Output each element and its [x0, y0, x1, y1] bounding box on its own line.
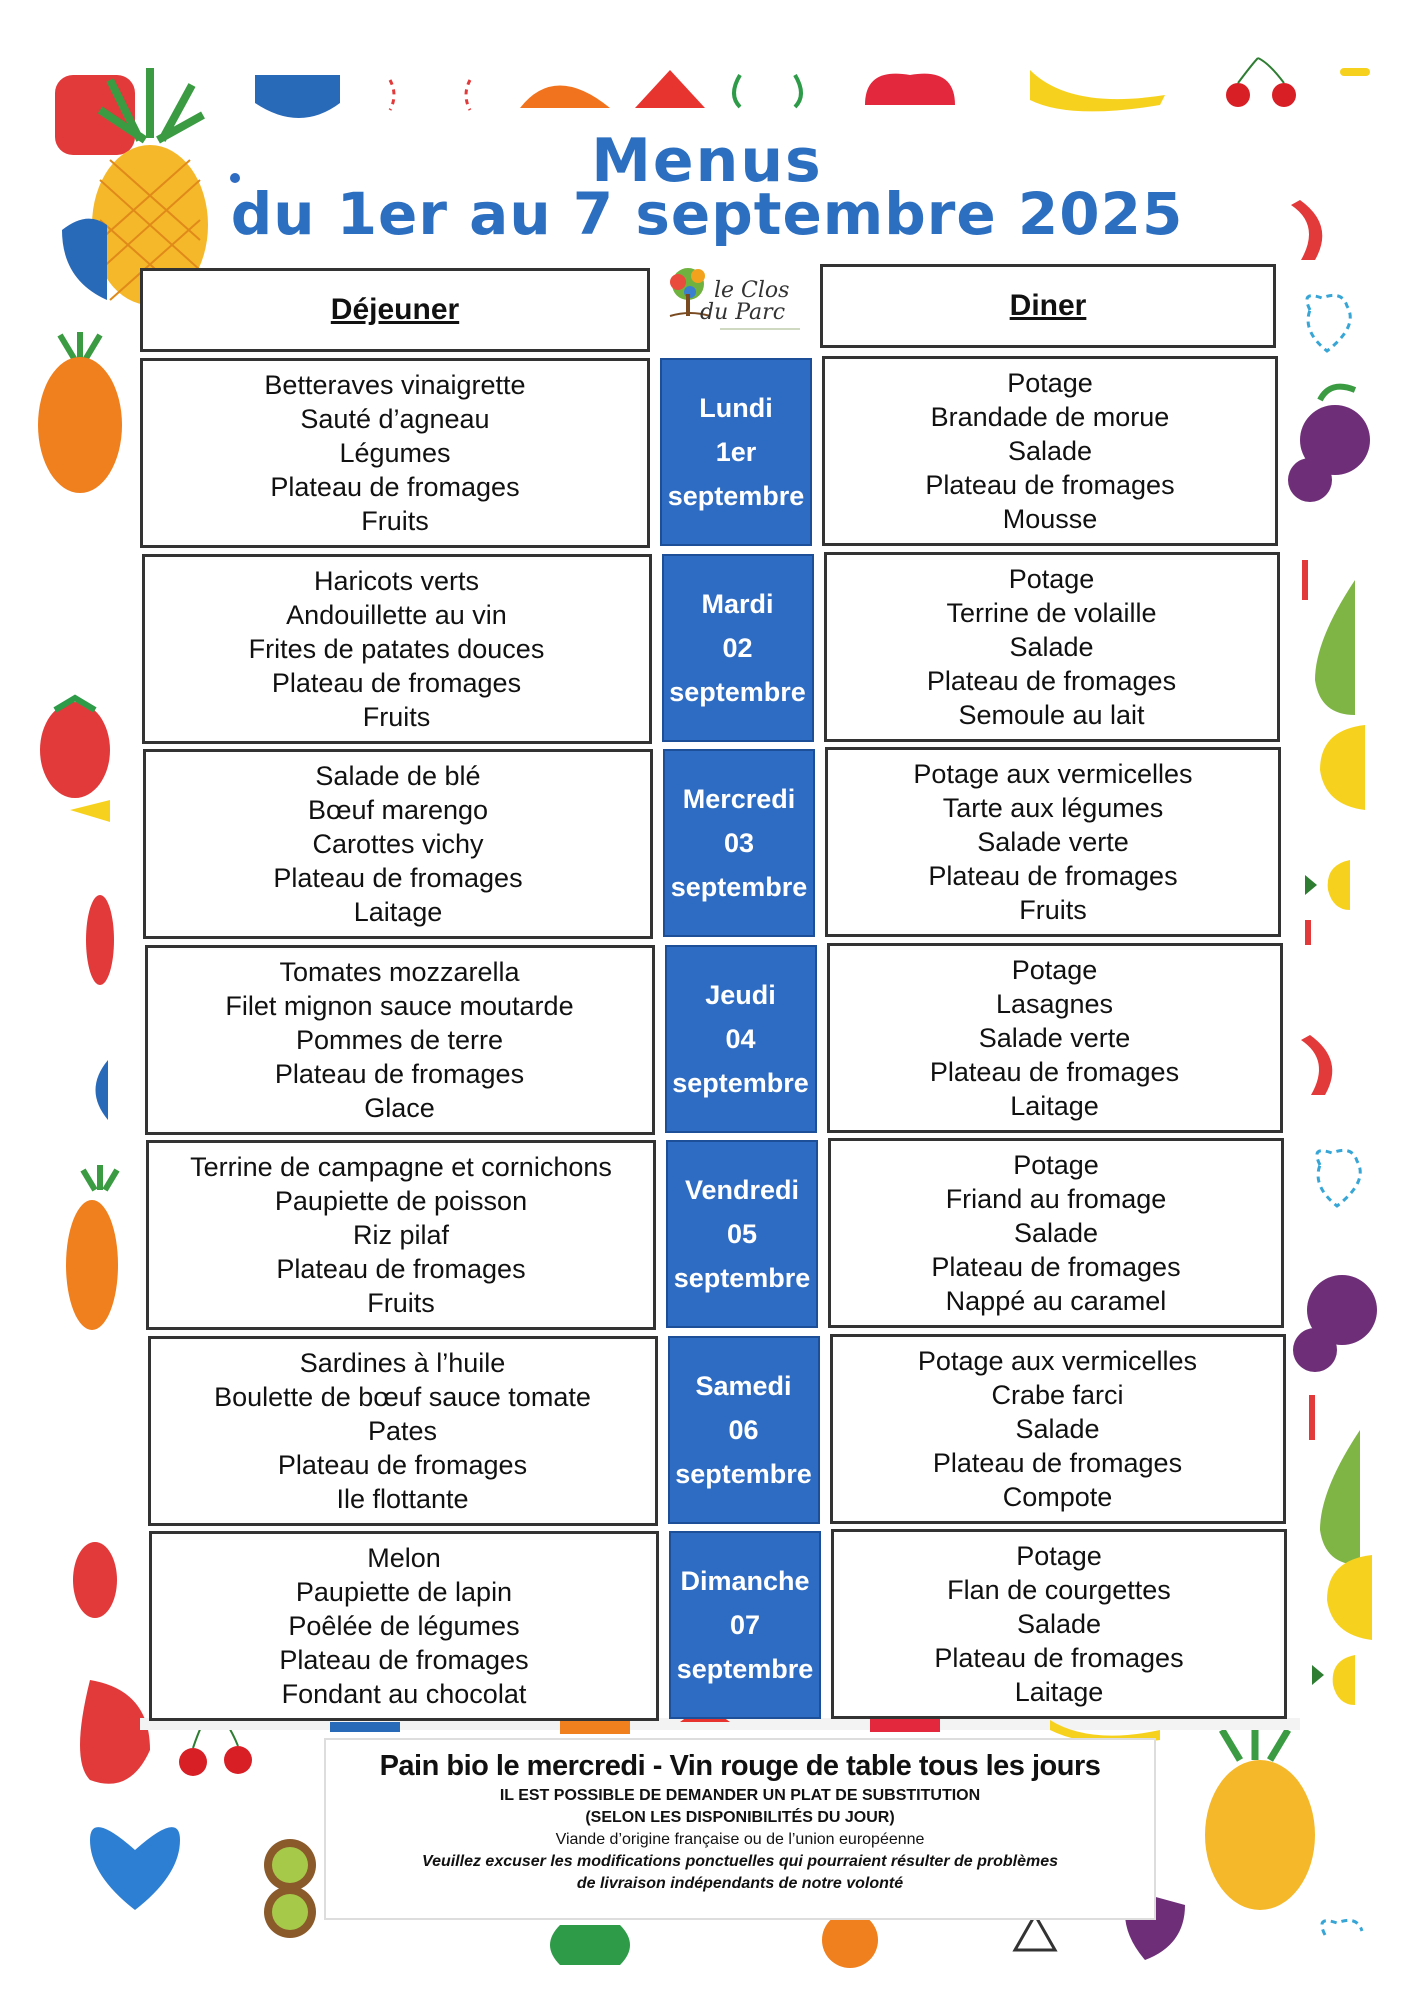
day-name: Vendredi [684, 1175, 800, 1205]
day-month: septembre [667, 481, 805, 511]
dejeuner-cell [148, 1336, 658, 1526]
diner-item: Fruits [1019, 895, 1087, 925]
day-month: septembre [673, 1263, 811, 1293]
dejeuner-item: Plateau de fromages [276, 1254, 526, 1284]
dejeuner-item: Laitage [353, 897, 443, 927]
dejeuner-item: Terrine de campagne et cornichons [190, 1152, 612, 1182]
day-label-cell [663, 749, 815, 937]
diner-item: Laitage [1010, 1091, 1099, 1121]
dejeuner-item: Betteraves vinaigrette [264, 370, 526, 400]
day-label-cell [666, 1140, 818, 1328]
dejeuner-item: Haricots verts [313, 566, 480, 596]
dejeuner-item: Sauté d’agneau [300, 404, 490, 434]
diner-item: Friand au fromage [945, 1184, 1167, 1214]
diner-item: Plateau de fromages [932, 1448, 1183, 1478]
dejeuner-item: Carottes vichy [312, 829, 484, 859]
dejeuner-item: Fruits [367, 1288, 435, 1318]
header-diner-label: Diner [1009, 289, 1087, 322]
diner-item: Mousse [1002, 504, 1098, 534]
diner-item: Salade [1015, 1414, 1100, 1444]
dejeuner-item: Bœuf marengo [307, 795, 489, 825]
day-label-cell [668, 1336, 820, 1524]
diner-item: Terrine de volaille [946, 598, 1157, 628]
footer-apology-cont: de livraison indépendants de notre volonté [576, 1875, 904, 1892]
diner-item: Potage [1016, 1541, 1102, 1571]
diner-item: Potage [1007, 368, 1093, 398]
diner-cell [830, 1334, 1286, 1524]
diner-item: Lasagnes [995, 989, 1114, 1019]
diner-item: Laitage [1014, 1677, 1104, 1707]
diner-item: Salade [1007, 436, 1093, 466]
diner-item: Brandade de morue [930, 402, 1170, 432]
dejeuner-cell [140, 358, 650, 548]
dejeuner-item: Fondant au chocolat [281, 1679, 527, 1709]
header-diner [820, 264, 1276, 348]
dejeuner-item: Pates [367, 1416, 438, 1446]
dejeuner-item: Ile flottante [336, 1484, 469, 1514]
dejeuner-item: Filet mignon sauce moutarde [225, 991, 574, 1021]
footer-availability: (SELON LES DISPONIBILITÉS DU JOUR) [585, 1809, 895, 1826]
dejeuner-item: Melon [367, 1543, 441, 1573]
diner-item: Semoule au lait [958, 700, 1145, 730]
day-name: Samedi [695, 1371, 792, 1401]
diner-item: Potage aux vermicelles [917, 1346, 1198, 1376]
diner-item: Salade verte [977, 827, 1129, 857]
day-num: 1er [715, 437, 757, 467]
dejeuner-item: Pommes de terre [295, 1025, 504, 1055]
dejeuner-item: Fruits [362, 702, 431, 732]
day-name: Mardi [701, 589, 774, 619]
footer-notice [324, 1738, 1156, 1920]
footer-meat-origin: Viande d’origine française ou de l’union européenne [555, 1831, 925, 1848]
diner-cell [828, 1138, 1284, 1328]
day-num: 02 [722, 633, 753, 663]
diner-item: Salade [1016, 1609, 1102, 1639]
diner-item: Potage aux vermicelles [913, 759, 1193, 789]
day-num: 05 [726, 1219, 758, 1249]
dejeuner-item: Tomates mozzarella [279, 957, 520, 987]
day-name: Jeudi [705, 980, 776, 1010]
dejeuner-item: Poêlée de légumes [288, 1611, 520, 1641]
diner-item: Plateau de fromages [931, 1252, 1181, 1282]
dejeuner-cell [143, 749, 653, 939]
dejeuner-item: Plateau de fromages [270, 472, 520, 502]
diner-cell [824, 552, 1280, 742]
diner-cell [831, 1529, 1287, 1719]
day-month: septembre [676, 1654, 814, 1684]
day-num: 04 [725, 1024, 756, 1054]
page-subtitle: du 1er au 7 septembre 2025 [230, 180, 1184, 248]
diner-item: Salade verte [978, 1023, 1131, 1053]
diner-item: Nappé au caramel [945, 1286, 1167, 1316]
page-title: Menus [591, 126, 823, 196]
day-label-cell [662, 554, 814, 742]
dejeuner-item: Plateau de fromages [271, 668, 522, 698]
diner-item: Salade [1013, 1218, 1099, 1248]
dejeuner-cell [142, 554, 652, 744]
diner-item: Plateau de fromages [925, 470, 1175, 500]
diner-item: Plateau de fromages [928, 861, 1178, 891]
diner-item: Plateau de fromages [934, 1643, 1184, 1673]
logo-text [700, 280, 789, 324]
diner-item: Potage [1008, 564, 1095, 594]
day-month: septembre [669, 677, 806, 707]
logo-text-bottom: du Parc [700, 300, 786, 325]
diner-item: Flan de courgettes [947, 1575, 1171, 1605]
footer-headline: Pain bio le mercredi - Vin rouge de table tous les jours [379, 1750, 1101, 1782]
day-label-cell [665, 945, 817, 1133]
diner-cell [827, 943, 1283, 1133]
dejeuner-item: Paupiette de lapin [295, 1577, 513, 1607]
footer-apology: Veuillez excuser les modifications ponctuelles qui pourraient résulter de problèmes [421, 1853, 1059, 1870]
diner-item: Salade [1009, 632, 1094, 662]
dejeuner-cell [149, 1531, 659, 1721]
diner-item: Potage [1011, 955, 1098, 985]
dejeuner-item: Boulette de bœuf sauce tomate [214, 1382, 591, 1412]
dejeuner-cell [145, 945, 655, 1135]
footer-substitution: IL EST POSSIBLE DE DEMANDER UN PLAT DE SUBSTITUTION [499, 1787, 981, 1804]
diner-item: Crabe farci [991, 1380, 1124, 1410]
dejeuner-item: Frites de patates douces [248, 634, 545, 664]
day-month: septembre [672, 1068, 809, 1098]
dejeuner-item: Riz pilaf [352, 1220, 450, 1250]
diner-item: Tarte aux légumes [942, 793, 1164, 823]
logo-text-top: le Clos [714, 278, 790, 303]
header-dejeuner [140, 268, 650, 352]
day-month: septembre [670, 872, 808, 902]
diner-cell [822, 356, 1278, 546]
day-month: septembre [675, 1459, 812, 1489]
dejeuner-item: Légumes [339, 438, 451, 468]
day-name: Dimanche [680, 1566, 810, 1596]
dejeuner-item: Sardines à l’huile [299, 1348, 506, 1378]
dejeuner-item: Plateau de fromages [273, 863, 523, 893]
dejeuner-item: Glace [364, 1093, 435, 1123]
day-num: 07 [729, 1610, 761, 1640]
dejeuner-cell [146, 1140, 656, 1330]
day-num: 06 [728, 1415, 759, 1445]
day-num: 03 [723, 828, 755, 858]
day-label-cell [660, 358, 812, 546]
diner-item: Plateau de fromages [929, 1057, 1180, 1087]
dejeuner-item: Plateau de fromages [274, 1059, 525, 1089]
diner-item: Plateau de fromages [926, 666, 1177, 696]
header-dejeuner-label: Déjeuner [330, 293, 460, 326]
dejeuner-item: Plateau de fromages [277, 1450, 528, 1480]
dejeuner-item: Salade de blé [315, 761, 481, 791]
diner-item: Potage [1013, 1150, 1099, 1180]
day-name: Lundi [699, 393, 773, 423]
diner-cell [825, 747, 1281, 937]
dejeuner-item: Andouillette au vin [286, 600, 507, 630]
dejeuner-item: Plateau de fromages [279, 1645, 529, 1675]
day-label-cell [669, 1531, 821, 1719]
dejeuner-item: Paupiette de poisson [274, 1186, 528, 1216]
diner-item: Compote [1002, 1482, 1113, 1512]
day-name: Mercredi [682, 784, 796, 814]
dejeuner-item: Fruits [361, 506, 429, 536]
